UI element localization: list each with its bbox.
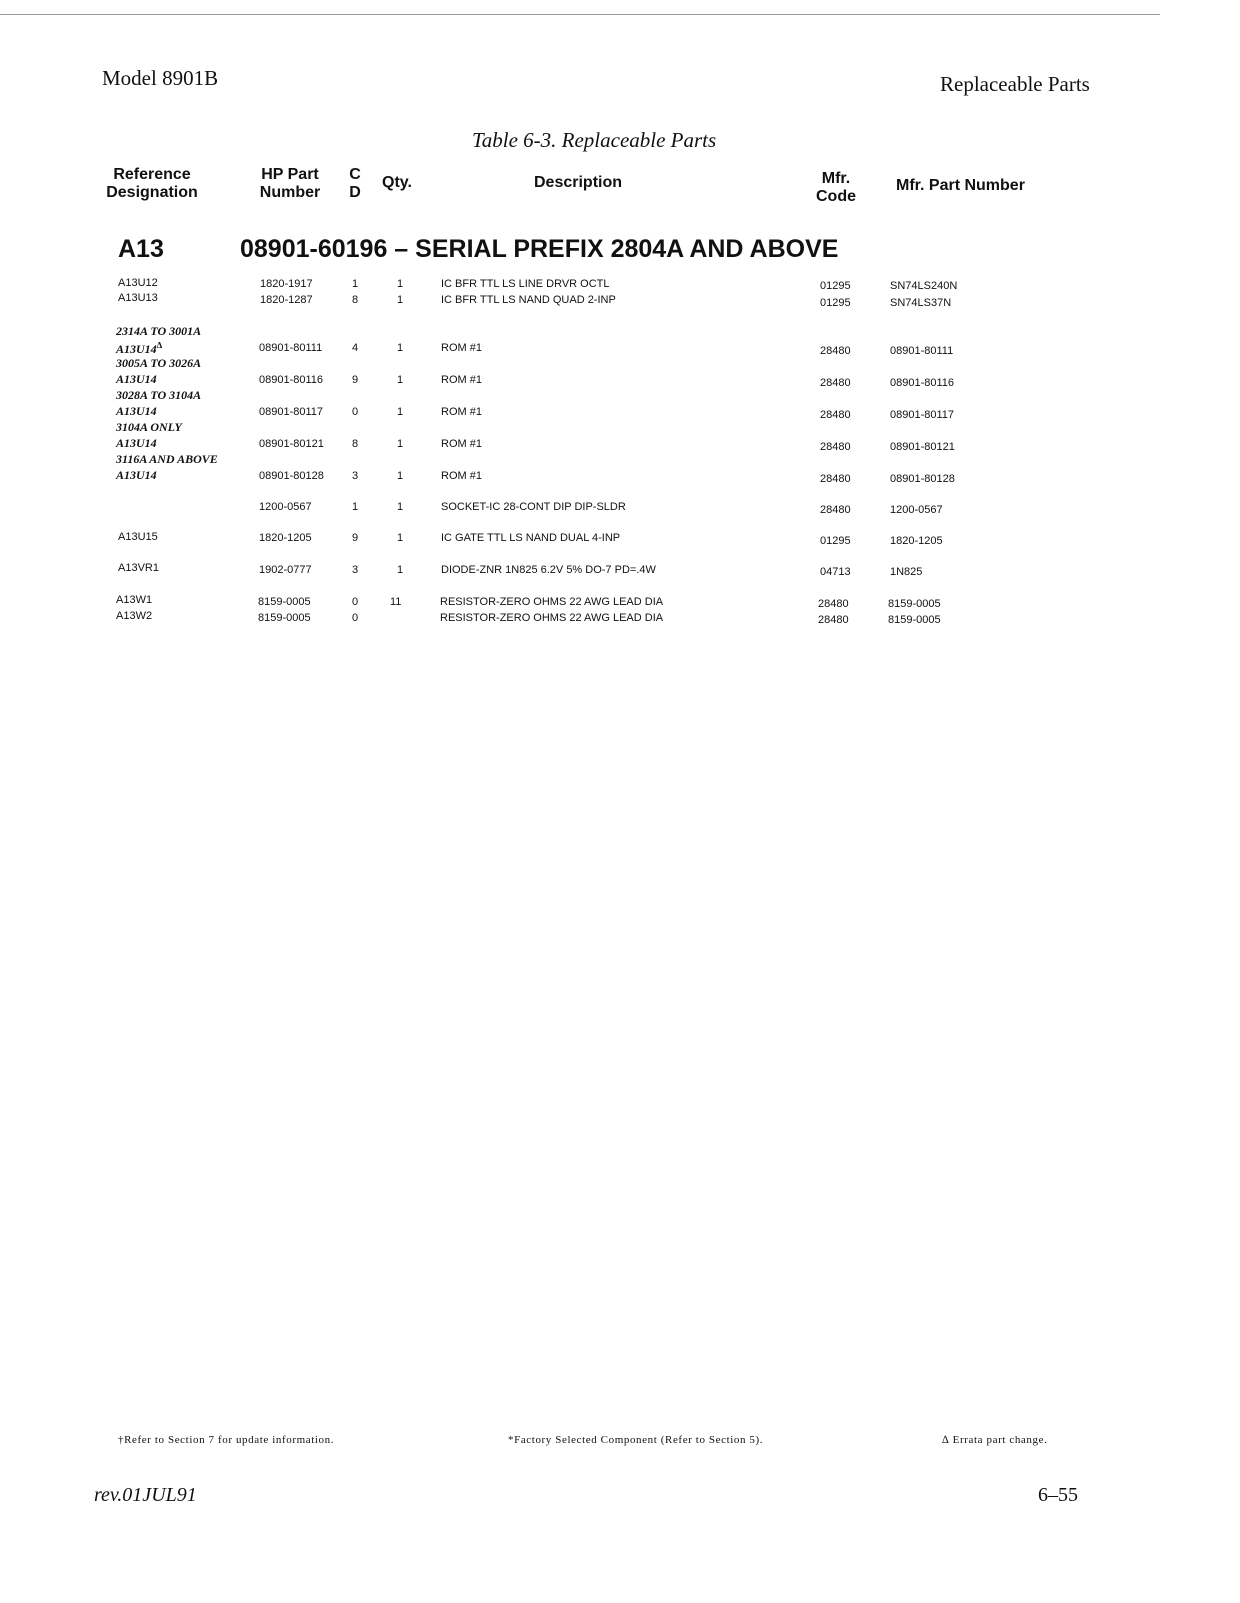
desc-cell: IC GATE TTL LS NAND DUAL 4-INP bbox=[441, 532, 621, 544]
part-cell: 1820-1287 bbox=[260, 294, 313, 306]
col-hp-part-number: HP Part Number bbox=[259, 166, 321, 201]
ref-cell: A13U12 bbox=[118, 277, 158, 289]
part-cell: 08901-80121 bbox=[259, 438, 324, 450]
assembly-ref: A13 bbox=[118, 235, 164, 263]
mpn-cell: 08901-80121 bbox=[890, 441, 955, 453]
col-cd: C D bbox=[349, 166, 361, 201]
cd-cell: 9 bbox=[352, 532, 359, 544]
desc-cell: ROM #1 bbox=[441, 470, 482, 482]
qty-cell: 1 bbox=[397, 532, 404, 544]
mpn-cell: 08901-80117 bbox=[890, 409, 955, 421]
mpn-cell: SN74LS37N bbox=[890, 297, 952, 309]
cd-cell: 4 bbox=[352, 342, 359, 354]
ref-cell: A13U15 bbox=[118, 531, 158, 543]
mfr-cell: 28480 bbox=[820, 345, 851, 357]
col-description: Description bbox=[534, 174, 623, 191]
qty-cell: 1 bbox=[397, 294, 404, 306]
mfr-cell: 28480 bbox=[818, 598, 849, 610]
mfr-cell: 01295 bbox=[820, 297, 851, 309]
mpn-cell: 1200-0567 bbox=[890, 504, 943, 516]
mpn-cell: SN74LS240N bbox=[890, 280, 958, 292]
part-cell: 1902-0777 bbox=[259, 564, 312, 576]
ref-cell: A13U14 bbox=[116, 372, 157, 386]
mfr-cell: 28480 bbox=[820, 377, 851, 389]
mfr-cell: 01295 bbox=[820, 535, 851, 547]
top-rule bbox=[0, 14, 1160, 15]
cd-cell: 0 bbox=[352, 596, 359, 608]
mpn-cell: 08901-80111 bbox=[890, 345, 954, 357]
desc-cell: ROM #1 bbox=[441, 342, 482, 354]
cd-cell: 0 bbox=[352, 612, 359, 624]
cd-cell: 3 bbox=[352, 564, 359, 576]
desc-cell: DIODE-ZNR 1N825 6.2V 5% DO-7 PD=.4W bbox=[441, 564, 656, 576]
part-cell: 08901-80116 bbox=[259, 374, 324, 386]
qty-cell: 1 bbox=[397, 501, 404, 513]
mpn-cell: 8159-0005 bbox=[888, 614, 941, 626]
serial-range: 3104A ONLY bbox=[116, 420, 182, 434]
ref-cell: A13U14 bbox=[116, 404, 157, 418]
page-number: 6–55 bbox=[1038, 1484, 1078, 1506]
mpn-cell: 08901-80128 bbox=[890, 473, 955, 485]
serial-range: 3028A TO 3104A bbox=[116, 388, 202, 402]
part-cell: 08901-80117 bbox=[259, 406, 324, 418]
serial-range: 2314A TO 3001A bbox=[116, 324, 202, 338]
footnote-update: †Refer to Section 7 for update information. bbox=[118, 1434, 335, 1446]
footnote-errata: ∆ Errata part change. bbox=[942, 1434, 1048, 1446]
desc-cell: ROM #1 bbox=[441, 406, 482, 418]
desc-cell: RESISTOR-ZERO OHMS 22 AWG LEAD DIA bbox=[440, 612, 664, 624]
col-mfr-code: Mfr. Code bbox=[816, 170, 856, 205]
mfr-cell: 28480 bbox=[818, 614, 849, 626]
part-cell: 8159-0005 bbox=[258, 612, 311, 624]
mfr-cell: 01295 bbox=[820, 280, 851, 292]
col-reference-designation: Reference Designation bbox=[106, 166, 198, 201]
mpn-cell: 1820-1205 bbox=[890, 535, 943, 547]
mpn-cell: 1N825 bbox=[890, 566, 923, 578]
mfr-cell: 28480 bbox=[820, 441, 851, 453]
ref-cell: A13VR1 bbox=[118, 562, 159, 574]
part-cell: 1820-1205 bbox=[259, 532, 312, 544]
model-header: Model 8901B bbox=[102, 66, 219, 90]
col-mfr-part-number: Mfr. Part Number bbox=[896, 177, 1025, 194]
desc-cell: SOCKET-IC 28-CONT DIP DIP-SLDR bbox=[441, 501, 626, 513]
mpn-cell: 8159-0005 bbox=[888, 598, 941, 610]
errata-mark: ∆ bbox=[156, 340, 163, 350]
qty-cell: 1 bbox=[397, 342, 404, 354]
serial-range: 3116A AND ABOVE bbox=[116, 452, 218, 466]
cd-cell: 0 bbox=[352, 406, 359, 418]
part-cell: 1200-0567 bbox=[259, 501, 312, 513]
qty-cell: 1 bbox=[397, 406, 404, 418]
qty-cell: 1 bbox=[397, 374, 404, 386]
ref-cell: A13U14 bbox=[116, 436, 157, 450]
cd-cell: 3 bbox=[352, 470, 359, 482]
qty-cell: 11 bbox=[390, 596, 402, 608]
section-header: Replaceable Parts bbox=[940, 72, 1090, 96]
mfr-cell: 28480 bbox=[820, 409, 851, 421]
qty-cell: 1 bbox=[397, 470, 404, 482]
desc-cell: ROM #1 bbox=[441, 374, 482, 386]
desc-cell: IC BFR TTL LS NAND QUAD 2-INP bbox=[441, 294, 616, 306]
cd-cell: 9 bbox=[352, 374, 359, 386]
cd-cell: 1 bbox=[352, 501, 359, 513]
mfr-cell: 04713 bbox=[820, 566, 851, 578]
ref-cell: A13U13 bbox=[118, 292, 158, 304]
col-qty: Qty. bbox=[382, 174, 412, 191]
desc-cell: ROM #1 bbox=[441, 438, 482, 450]
part-cell: 08901-80128 bbox=[259, 470, 324, 482]
cd-cell: 8 bbox=[352, 294, 359, 306]
cd-cell: 1 bbox=[352, 278, 359, 290]
mfr-cell: 28480 bbox=[820, 473, 851, 485]
qty-cell: 1 bbox=[397, 278, 404, 290]
qty-cell: 1 bbox=[397, 564, 404, 576]
part-cell: 1820-1917 bbox=[260, 278, 313, 290]
mfr-cell: 28480 bbox=[820, 504, 851, 516]
part-cell: 08901-80111 bbox=[259, 342, 323, 354]
ref-cell: A13W2 bbox=[116, 610, 153, 622]
ref-cell: A13U14∆ bbox=[116, 340, 163, 356]
revision-date: rev.01JUL91 bbox=[94, 1484, 197, 1506]
desc-cell: RESISTOR-ZERO OHMS 22 AWG LEAD DIA bbox=[440, 596, 664, 608]
part-cell: 8159-0005 bbox=[258, 596, 311, 608]
footnote-factory-selected: *Factory Selected Component (Refer to Section 5). bbox=[508, 1434, 764, 1446]
qty-cell: 1 bbox=[397, 438, 404, 450]
serial-range: 3005A TO 3026A bbox=[116, 356, 202, 370]
desc-cell: IC BFR TTL LS LINE DRVR OCTL bbox=[441, 278, 610, 290]
table-title: Table 6-3. Replaceable Parts bbox=[472, 128, 717, 152]
ref-cell: A13W1 bbox=[116, 594, 153, 606]
cd-cell: 8 bbox=[352, 438, 359, 450]
ref-cell: A13U14 bbox=[116, 468, 157, 482]
mpn-cell: 08901-80116 bbox=[890, 377, 955, 389]
assembly-title: 08901-60196 – SERIAL PREFIX 2804A AND ABOVE bbox=[240, 235, 839, 263]
